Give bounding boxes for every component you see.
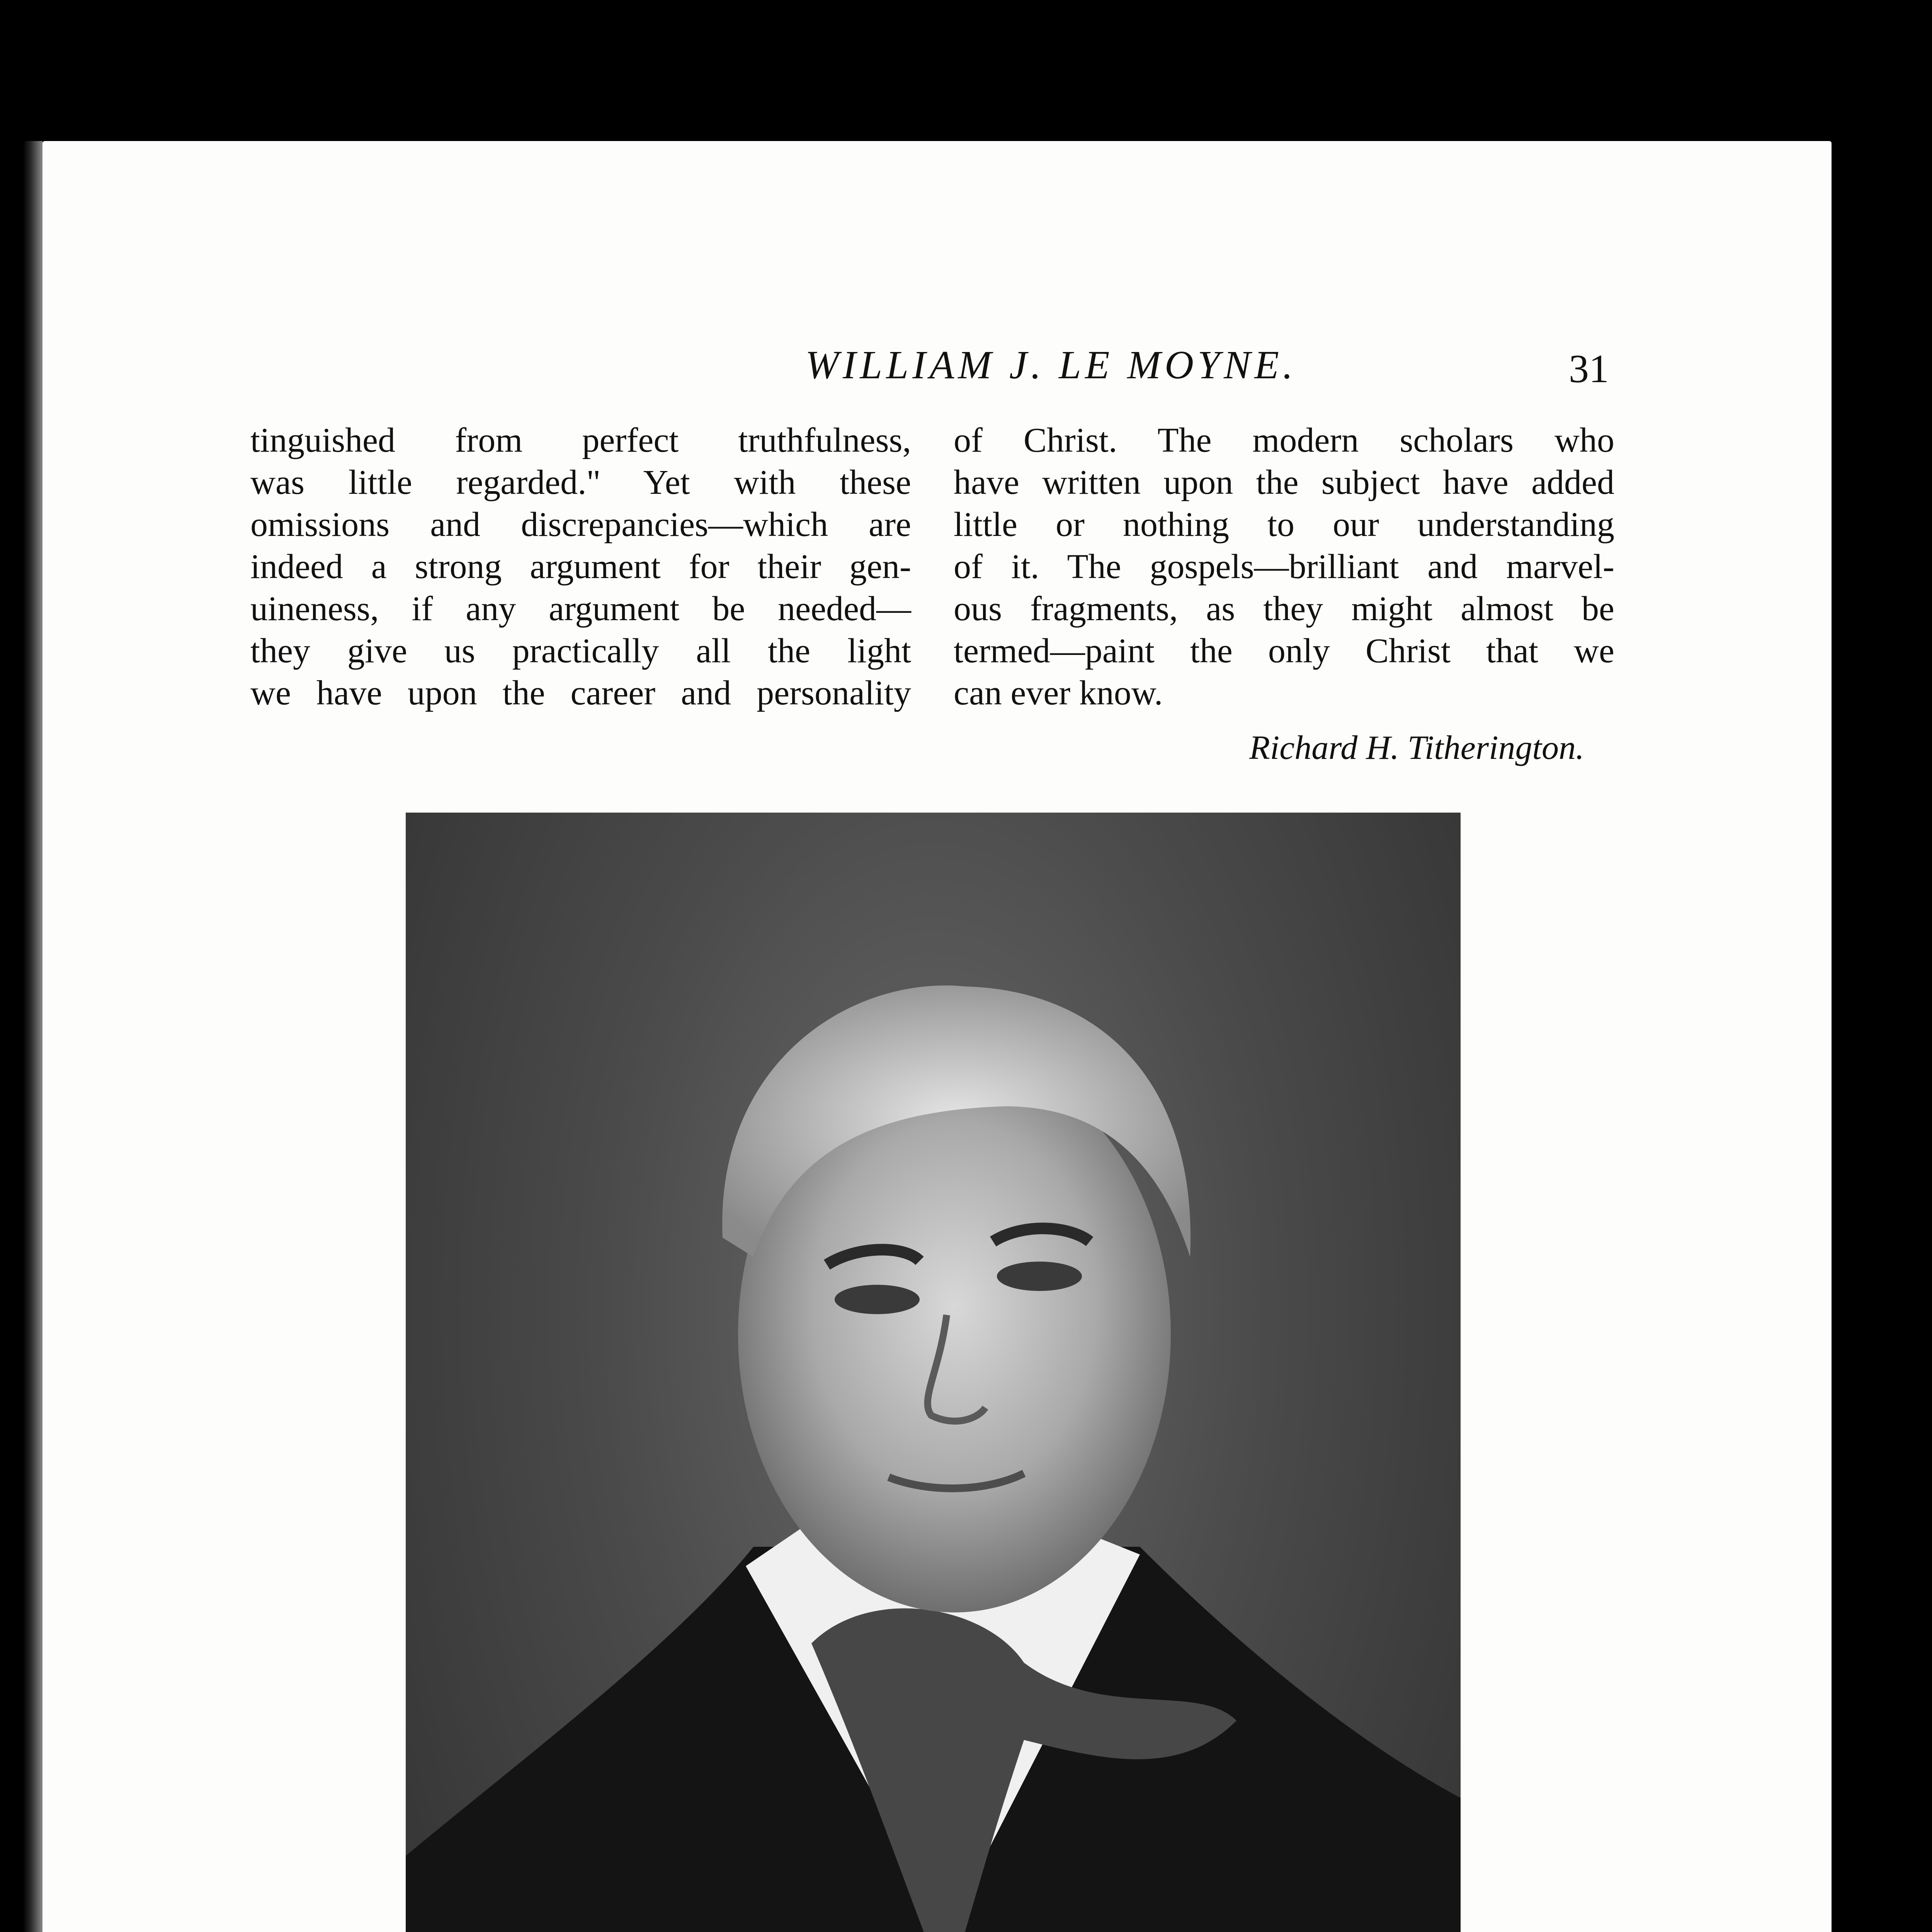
- text-line: was little regarded." Yet with these: [250, 463, 911, 502]
- text-line: can ever know.: [954, 674, 1163, 712]
- text-line: of it. The gospels—brilliant and marvel-: [954, 548, 1614, 586]
- text-line: little or nothing to our understanding: [954, 505, 1614, 544]
- author-signature: Richard H. Titherington.: [1249, 729, 1584, 767]
- running-head: WILLIAM J. LE MOYNE.: [805, 343, 1297, 387]
- previous-article-right-column: [954, 419, 1614, 714]
- text-line: omissions and discrepancies—which are: [250, 505, 911, 544]
- text-line: we have upon the career and personality: [250, 674, 911, 712]
- text-line: they give us practically all the light: [250, 632, 911, 670]
- book-spine-shadow: [23, 141, 43, 1932]
- text-line: uineness, if any argument be needed—: [250, 590, 911, 628]
- text-line: termed—paint the only Christ that we: [954, 632, 1614, 670]
- text-line: tinguished from perfect truthfulness,: [250, 421, 911, 459]
- previous-article-left-column: [250, 419, 911, 714]
- text-line: indeed a strong argument for their gen-: [250, 548, 911, 586]
- page-number: 31: [1569, 347, 1609, 391]
- text-line: ous fragments, as they might almost be: [954, 590, 1614, 628]
- text-line: of Christ. The modern scholars who: [954, 421, 1614, 459]
- portrait-figure: [406, 813, 1461, 1932]
- text-line: have written upon the subject have added: [954, 463, 1614, 502]
- portrait-photograph: [406, 813, 1461, 1932]
